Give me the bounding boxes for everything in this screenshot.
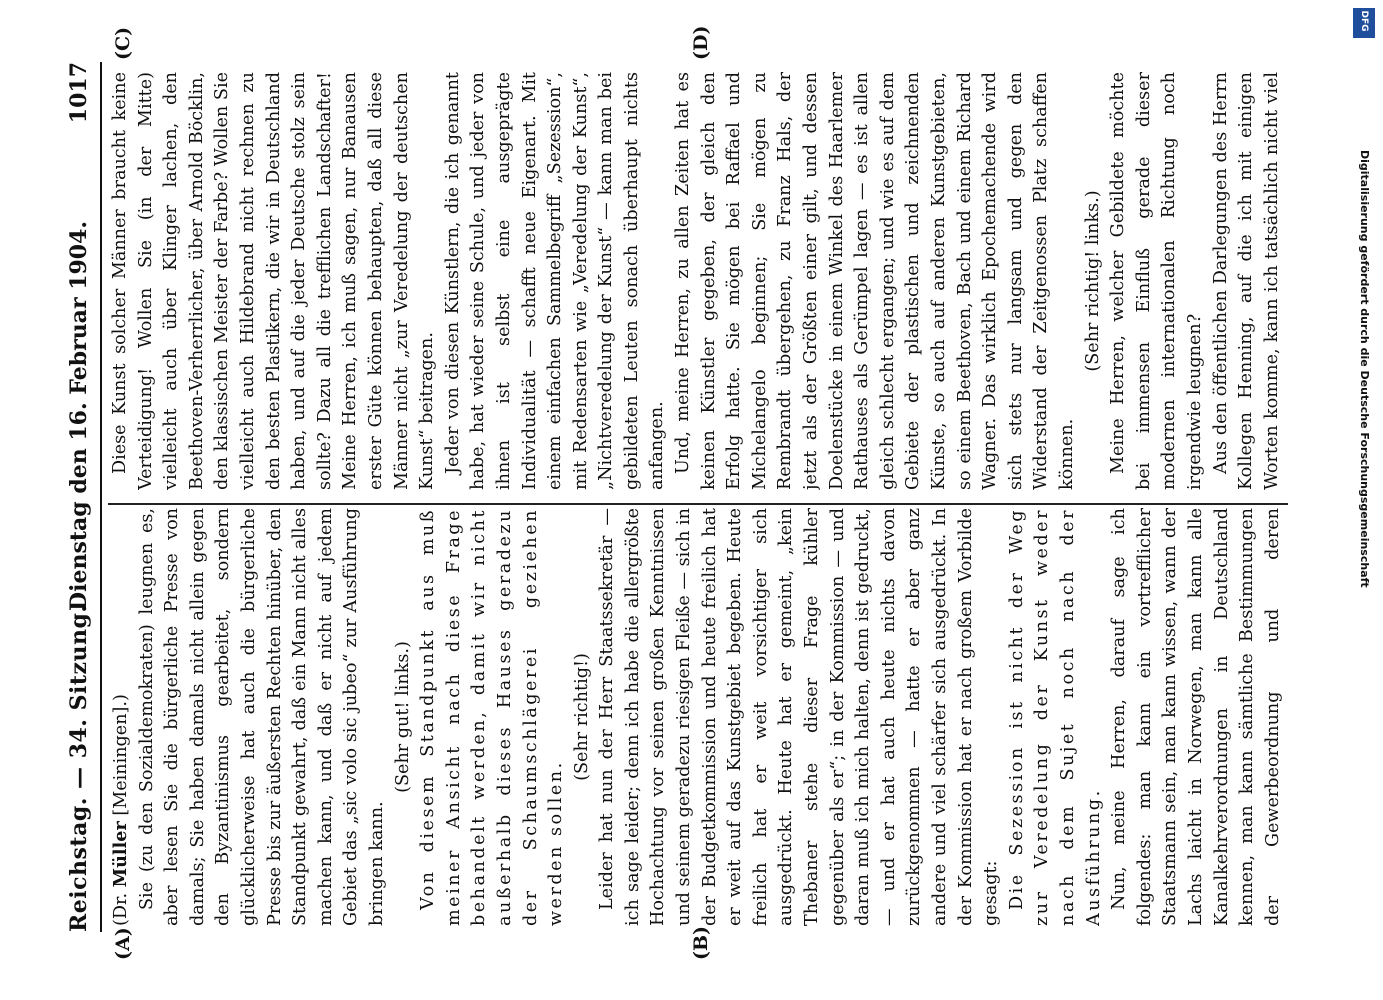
credit-text: Digitalisierung gefördert durch die Deutsche Forschungsgemeinschaft: [1358, 150, 1371, 588]
dfg-logo: DFG: [1353, 8, 1375, 38]
paragraph: Sie (zu den Sozialdemokraten) leugnen es, aber lesen Sie die bürgerliche Presse von damals; Sie haben damals nicht allein gegen den Byzantinismus gearbeitet, sondern glücklicherweise hat auch die bürgerliche Presse bis zur äußersten Rechten hinüber, den Standpunkt gewahrt, daß ein Mann nicht alles machen kann, und daß er nicht auf jedem Gebiet das „sic volo sic jubeo“ zur Ausführung bringen kann.: [136, 508, 387, 926]
page-header: [58, 62, 102, 932]
paragraph: Leider hat nun der Herr Staatssekretär — ich sage leider; denn ich habe die allergrößte Hochachtung vor seinen großen Kenntnissen und seinem geradezu riesigen Fleiße — sich in der Budgetkommission und heute freilich hat er weit auf das Kunstgebiet begeben. Heute freilich hat er weit vorsichtiger sich ausgedrückt. Heute hat er gemeint, „kein Thebaner stehe dieser Frage kühler gegenüber als er“; in der Kommission — und daran muß ich mich halten, denn ist gedruckt, — und er hat auch heute nichts davon zurückgenommen — hatte er aber ganz andere und viel schärfer sich ausgedrückt. In der Kommission hat er nach großem Vorbilde gesagt:: [597, 508, 1002, 926]
column-left: [108, 508, 1288, 926]
header-date-page: [66, 62, 92, 611]
paragraph: Nun, meine Herren, darauf sage ich folgendes: man kann ein vortrefflicher Staatsmann sein, man kann wissen, wann der Lachs laicht in Norwegen, man kann alle Kanalkehrverordnungen in Deutschland kennen, man kann sämtliche Bestimmungen der Gewerbeordnung und deren: [1109, 508, 1283, 926]
speaker-line: (Dr. Müller [Meiningen].): [110, 694, 131, 926]
margin-mark-c: (C): [112, 26, 134, 60]
paragraph: Jeder von diesen Künstlern, die ich genannt habe, hat wieder seine Schule, und jeder von ihnen ist selbst eine ausgeprägte Individualität — schafft neue Eigenart. Mit einem einfachen Sammelbegriff „Sezession“, mit Redensarten wie „Veredelung der Kunst“, „Nichtveredelung der Kunst“ — kann man bei gebildeten Leuten sonach überhaupt nichts anfangen.: [442, 72, 668, 490]
header-session: Reichstag. — 34. Sitzung.: [66, 604, 92, 932]
paragraph: Meine Herren, welcher Gebildete möchte bei immensen Einfluß gerade dieser modernen internationalen Richtung noch irgendwie leugnen?: [1108, 72, 1205, 490]
margin-mark-d: (D): [690, 25, 712, 60]
column-right: [108, 72, 1288, 490]
paragraph: Von diesem Standpunkt aus muß meiner Ansicht nach diese Frage behandelt werden, damit wir nicht außerhalb dieses Hauses geradezu der Schaumschlägerei geziehen werden sollen.: [418, 508, 567, 926]
reaction: (Sehr richtig! links.): [1082, 190, 1103, 372]
speaker-name: Müller: [110, 821, 131, 888]
margin-mark-b: (B): [690, 925, 712, 960]
paragraph: Und, meine Herren, zu allen Zeiten hat es keinen Künstler gegeben, der gleich den Erfolg hatte. Sie mögen bei Raffael und Michelangelo beginnen; Sie mögen zu Rembrandt übergehen, zu Franz Hals, der jetzt als der Größten einer gilt, und dessen Doelenstücke in einem Winkel des Haarlemer Rathauses als Gerümpel lagen — es ist allen gleich schlecht ergangen; und wie es auf dem Gebiete der plastischen und zeichnenden Künste, so auch auf anderen Kunstgebieten, so einem Beethoven, Bach und einem Richard Wagner. Das wirklich Epochemachende wird sich stets nur langsam und gegen den Widerstand der Zeitgenossen Platz schaffen können.: [673, 72, 1077, 490]
digitization-credit: [1349, 150, 1375, 990]
quote: Die Sezession ist nicht der Weg zur Veredelung der Kunst weder nach dem Sujet noch nach der Ausführung.: [1006, 508, 1104, 926]
reaction: (Sehr richtig!): [571, 653, 592, 781]
paragraph: Diese Kunst solcher Männer braucht keine Verteidigung! Wollen Sie (in der Mitte) vielleicht auch über Klinger lachen, den Beethoven-Verherrlicher, über Arnold Böcklin, den klassischen Meister der Farbe? Wollen Sie vielleicht auch Hildebrand nicht rechnen zu den besten Plastikern, die wir in Deutschland haben, und auf die jeder Deutsche stolz sein sollte? Dazu all die trefflichen Landschafter! Meine Herren, ich muß sagen, nur Banausen erster Güte können behaupten, daß all diese Männer nicht „zur Veredelung der deutschen Kunst“ beitragen.: [110, 72, 438, 490]
header-date: Dienstag den 16. Februar 1904.: [66, 220, 92, 611]
paragraph: Aus den öffentlichen Darlegungen des Herrn Kollegen Henning, auf die ich mit einigen Worten komme, kann ich tatsächlich nicht viel: [1210, 72, 1282, 490]
margin-mark-a: (A): [112, 927, 134, 960]
column-divider: [108, 503, 1288, 505]
page-number: 1017: [66, 62, 92, 124]
reaction: (Sehr gut! links.): [392, 641, 413, 793]
